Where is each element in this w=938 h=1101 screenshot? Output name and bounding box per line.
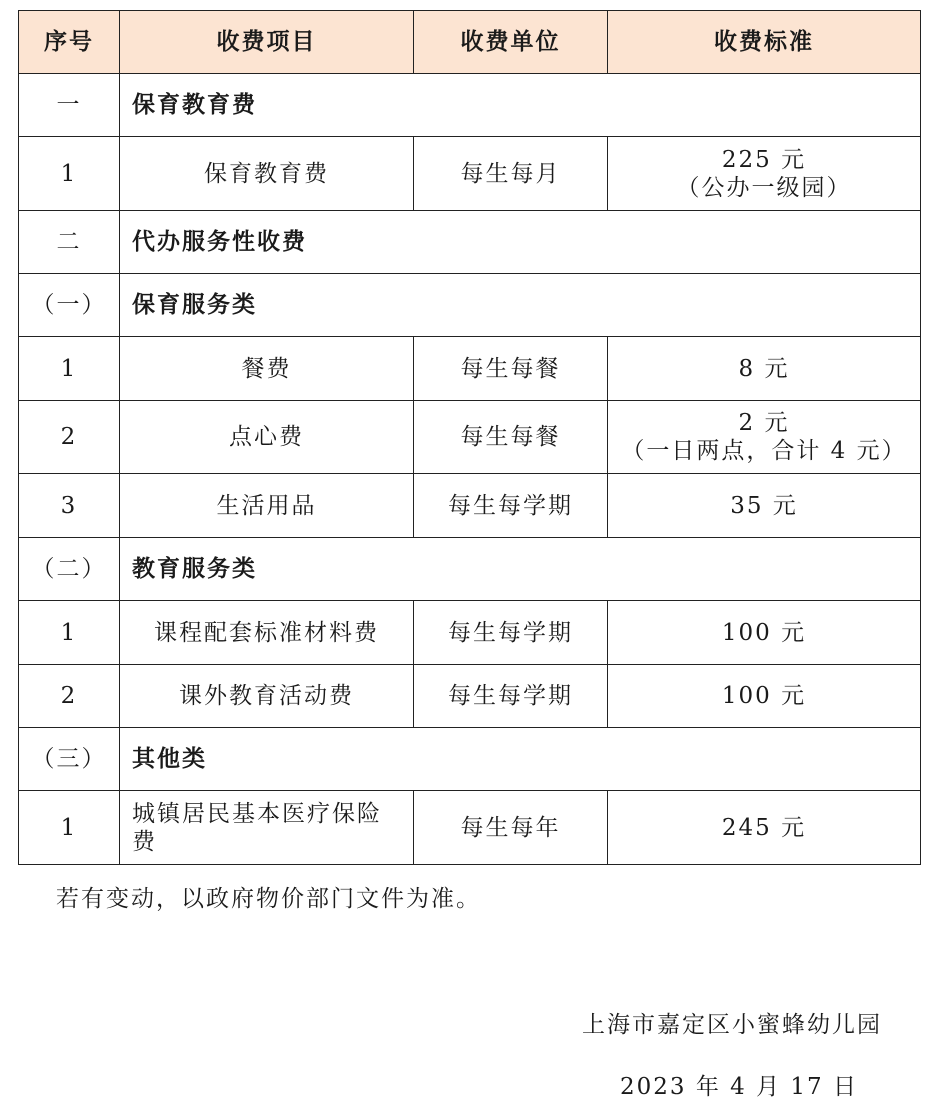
row-standard: 100 元	[608, 665, 921, 728]
subsection-row	[19, 728, 921, 791]
row-standard-amount: 225 元	[721, 146, 807, 173]
row-seq: 2	[19, 665, 120, 728]
table-row	[19, 337, 921, 401]
row-unit: 每生每餐	[414, 337, 608, 401]
table-row	[19, 401, 921, 474]
section-row	[19, 74, 921, 137]
row-item: 点心费	[120, 401, 414, 474]
row-item: 保育教育费	[120, 137, 414, 211]
row-item: 课程配套标准材料费	[120, 601, 414, 665]
row-seq: 2	[19, 401, 120, 474]
row-standard	[608, 137, 921, 211]
footnote: 若有变动，以政府物价部门文件为准。	[56, 886, 481, 912]
row-item: 餐费	[120, 337, 414, 401]
header-unit: 收费单位	[414, 11, 608, 74]
table-row	[19, 601, 921, 665]
row-unit: 每生每餐	[414, 401, 608, 474]
signature-date: 2023 年 4 月 17 日	[620, 1074, 858, 1100]
row-seq: 1	[19, 137, 120, 211]
row-standard-note: （一日两点，合计 4 元）	[621, 438, 907, 464]
row-item: 课外教育活动费	[120, 665, 414, 728]
row-seq: 1	[19, 337, 120, 401]
table-row	[19, 137, 921, 211]
subsection-title: 保育服务类	[120, 274, 921, 337]
row-standard: 8 元	[608, 337, 921, 401]
subsection-row	[19, 274, 921, 337]
section-seq: 二	[19, 211, 120, 274]
table-row	[19, 474, 921, 538]
subsection-seq: （三）	[19, 728, 120, 791]
row-unit: 每生每学期	[414, 665, 608, 728]
row-seq: 3	[19, 474, 120, 538]
header-item: 收费项目	[120, 11, 414, 74]
section-row	[19, 211, 921, 274]
header-row	[19, 11, 921, 74]
row-seq: 1	[19, 601, 120, 665]
row-standard-note: （公办一级园）	[676, 174, 852, 201]
row-unit: 每生每学期	[414, 601, 608, 665]
row-unit: 每生每学期	[414, 474, 608, 538]
row-standard: 245 元	[608, 791, 921, 865]
subsection-seq: （二）	[19, 538, 120, 601]
subsection-title: 其他类	[120, 728, 921, 791]
row-standard	[608, 401, 921, 474]
signature-org: 上海市嘉定区小蜜蜂幼儿园	[582, 1012, 882, 1038]
row-standard: 100 元	[608, 601, 921, 665]
row-item: 城镇居民基本医疗保险费	[120, 791, 414, 865]
row-unit: 每生每月	[414, 137, 608, 211]
subsection-seq: （一）	[19, 274, 120, 337]
section-title: 保育教育费	[120, 74, 921, 137]
row-seq: 1	[19, 791, 120, 865]
table-row	[19, 791, 921, 865]
row-standard: 35 元	[608, 474, 921, 538]
header-seq: 序号	[19, 11, 120, 74]
subsection-row	[19, 538, 921, 601]
row-item: 生活用品	[120, 474, 414, 538]
subsection-title: 教育服务类	[120, 538, 921, 601]
section-title: 代办服务性收费	[120, 211, 921, 274]
fee-table	[18, 10, 921, 865]
row-standard-amount: 2 元	[738, 410, 790, 436]
row-unit: 每生每年	[414, 791, 608, 865]
table-row	[19, 665, 921, 728]
section-seq: 一	[19, 74, 120, 137]
header-standard: 收费标准	[608, 11, 921, 74]
